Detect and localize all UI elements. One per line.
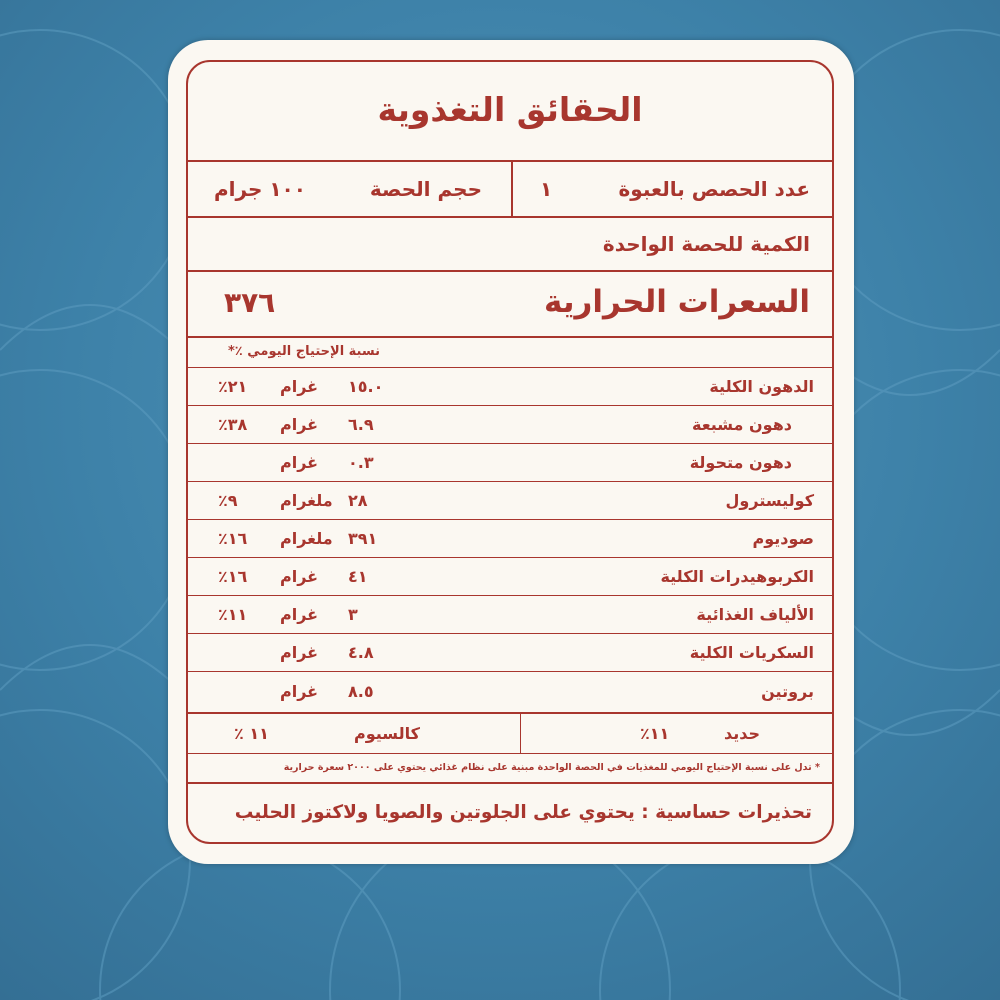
daily-value-header-row xyxy=(188,338,832,368)
calories-value: ٣٧٦ xyxy=(224,286,276,319)
nutrient-name: السكريات الكلية xyxy=(689,643,814,662)
nutrient-daily-value: ١٦٪ xyxy=(218,529,248,548)
nutrient-row xyxy=(188,444,832,482)
nutrient-name: الكربوهيدرات الكلية xyxy=(660,567,814,586)
nutrient-amount: ٦.٩ xyxy=(348,415,374,434)
calcium-daily-value: ١١ ٪ xyxy=(234,724,269,743)
nutrient-unit: ملغرام xyxy=(280,491,333,510)
nutrient-daily-value: ١١٪ xyxy=(218,605,248,624)
nutrient-amount: ٣٩١ xyxy=(348,529,378,548)
nutrient-daily-value: ٣٨٪ xyxy=(218,415,248,434)
nutrient-row xyxy=(188,634,832,672)
nutrient-row xyxy=(188,482,832,520)
amount-per-serving-row xyxy=(188,218,832,272)
servings-per-package-value: ١ xyxy=(540,177,553,201)
nutrition-facts-label xyxy=(186,60,834,844)
nutrient-amount: ٨.٥ xyxy=(348,682,374,701)
nutrient-unit: غرام xyxy=(280,415,319,434)
nutrient-unit: غرام xyxy=(280,377,319,396)
allergen-row xyxy=(188,784,832,844)
nutrient-row xyxy=(188,672,832,714)
nutrient-daily-value: ٩٪ xyxy=(218,491,238,510)
nutrient-name: كوليسترول xyxy=(725,491,814,510)
nutrient-amount: ٢٨ xyxy=(348,491,368,510)
footnote-row xyxy=(188,754,832,784)
calories-row xyxy=(188,272,832,338)
nutrient-unit: غرام xyxy=(280,643,319,662)
nutrient-amount: ٤.٨ xyxy=(348,643,374,662)
title-row xyxy=(188,62,832,162)
nutrient-unit: غرام xyxy=(280,453,319,472)
serving-size-label: حجم الحصة xyxy=(369,177,482,201)
nutrient-amount: ٤١ xyxy=(348,567,368,586)
nutrient-row xyxy=(188,558,832,596)
nutrient-unit: غرام xyxy=(280,605,319,624)
servings-per-package-label: عدد الحصص بالعبوة xyxy=(618,177,810,201)
nutrient-name: الألياف الغذائية xyxy=(696,605,814,624)
nutrient-unit: غرام xyxy=(280,567,319,586)
nutrient-name: صوديوم xyxy=(752,529,814,548)
nutrient-amount: ١٥.٠ xyxy=(348,377,384,396)
nutrient-amount: ٣ xyxy=(348,605,358,624)
daily-value-footnote: * تدل على نسبة الإحتياج اليومي للمغذيات في الحصة الواحدة مبنية على نظام غذائي يحتوي على ٢٠٠٠ سعرة حرارية xyxy=(283,762,820,773)
minerals-row xyxy=(188,714,832,754)
nutrient-name: دهون مشبعة xyxy=(691,415,792,434)
amount-per-serving: الكمية للحصة الواحدة xyxy=(602,232,810,256)
calcium-label: كالسيوم xyxy=(354,724,420,743)
nutrient-row xyxy=(188,596,832,634)
servings-row xyxy=(188,162,832,218)
nutrient-name: دهون متحولة xyxy=(689,453,792,472)
nutrient-unit: غرام xyxy=(280,682,319,701)
allergen-warning: تحذيرات حساسية : يحتوي على الجلوتين والصويا ولاكتوز الحليب xyxy=(234,802,812,823)
nutrient-unit: ملغرام xyxy=(280,529,333,548)
nutrient-amount: ٠.٣ xyxy=(348,453,374,472)
nutrient-row xyxy=(188,406,832,444)
daily-value-header: نسبة الإحتياج اليومي ٪* xyxy=(228,344,380,359)
calories-label: السعرات الحرارية xyxy=(544,284,810,320)
iron-label: حديد xyxy=(723,724,760,743)
nutrient-daily-value: ١٦٪ xyxy=(218,567,248,586)
nutrient-row xyxy=(188,520,832,558)
nutrient-row xyxy=(188,368,832,406)
serving-size-value: ١٠٠ جرام xyxy=(214,177,306,201)
nutrient-name: الدهون الكلية xyxy=(709,377,814,396)
iron-daily-value: ١١٪ xyxy=(640,724,670,743)
page-title: الحقائق التغذوية xyxy=(377,90,643,129)
nutrient-name: بروتين xyxy=(761,682,814,701)
nutrient-daily-value: ٢١٪ xyxy=(218,377,248,396)
